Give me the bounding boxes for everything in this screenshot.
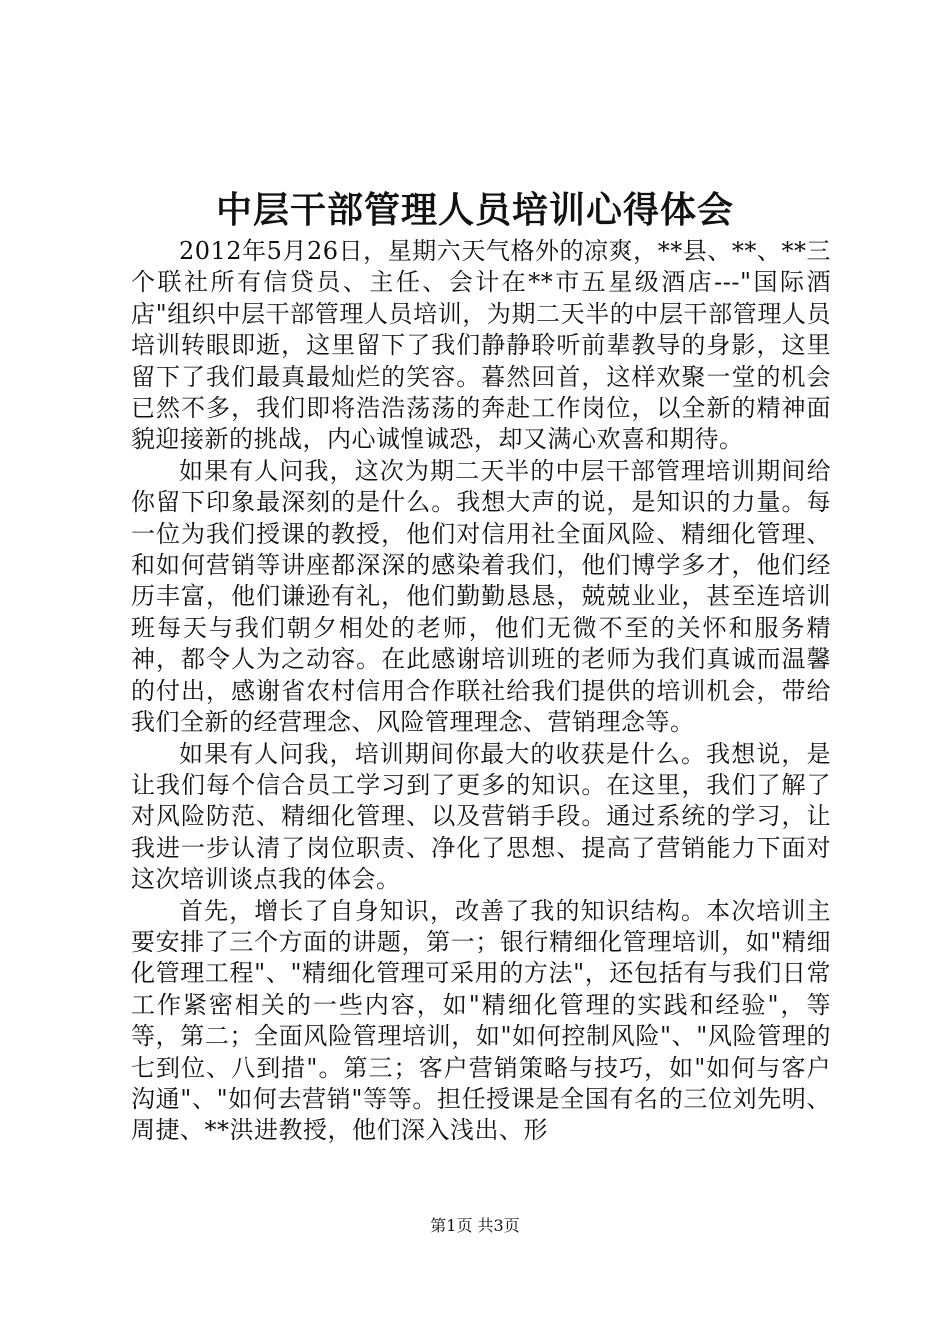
paragraph-3: 如果有人问我，培训期间你最大的收获是什么。我想说，是让我们每个信合员工学习到了更多的知识。在这里，我们了解了对风险防范、精细化管理、以及营销手段。通过系统的学习，让我进一步认清了岗位职责、净化了思想、提高了营销能力下面对这次培训谈点我的体会。 — [131, 739, 831, 894]
document-title: 中层干部管理人员培训心得体会 — [215, 189, 734, 231]
paragraph-1: 2012年5月26日，星期六天气格外的凉爽，**县、**、**三个联社所有信贷员、主任、会计在**市五星级酒店---"国际酒店"组织中层干部管理人员培训，为期二天半的中层干部管理人员培训转眼即逝，这里留下了我们静静聆听前辈教导的身影，这里留下了我们最真最灿烂的笑容。暮然回首，这样欢聚一堂的机会已然不多，我们即将浩浩荡荡的奔赴工作岗位，以全新的精神面貌迎接新的挑战，内心诚惶诚恐，却又满心欢喜和期待。 — [131, 237, 831, 454]
paragraph-2: 如果有人问我，这次为期二天半的中层干部管理培训期间给你留下印象最深刻的是什么。我想大声的说，是知识的力量。每一位为我们授课的教授，他们对信用社全面风险、精细化管理、和如何营销等讲座都深深的感染着我们，他们博学多才，他们经历丰富，他们谦逊有礼，他们勤勤恳恳，兢兢业业，甚至连培训班每天与我们朝夕相处的老师，他们无微不至的关怀和服务精神，都令人为之动容。在此感谢培训班的老师为我们真诚而温馨的付出，感谢省农村信用合作联社给我们提供的培训机会，带给我们全新的经营理念、风险管理理念、营销理念等。 — [131, 456, 831, 737]
paragraph-4: 首先，增长了自身知识，改善了我的知识结构。本次培训主要安排了三个方面的讲题，第一；银行精细化管理培训，如"精细化管理工程"、"精细化管理可采用的方法"，还包括有与我们日常工作紧密相关的一些内容，如"精细化管理的实践和经验"，等等，第二；全面风险管理培训，如"如何控制风险"、"风险管理的七到位、八到措"。第三；客户营销策略与技巧，如"如何与客户沟通"、"如何去营销"等等。担任授课是全国有名的三位刘先明、周捷、**洪进教授，他们深入浅出、形 — [131, 896, 831, 1145]
document-body — [131, 236, 831, 1147]
page-footer: 第1页 共3页 — [430, 1216, 520, 1235]
